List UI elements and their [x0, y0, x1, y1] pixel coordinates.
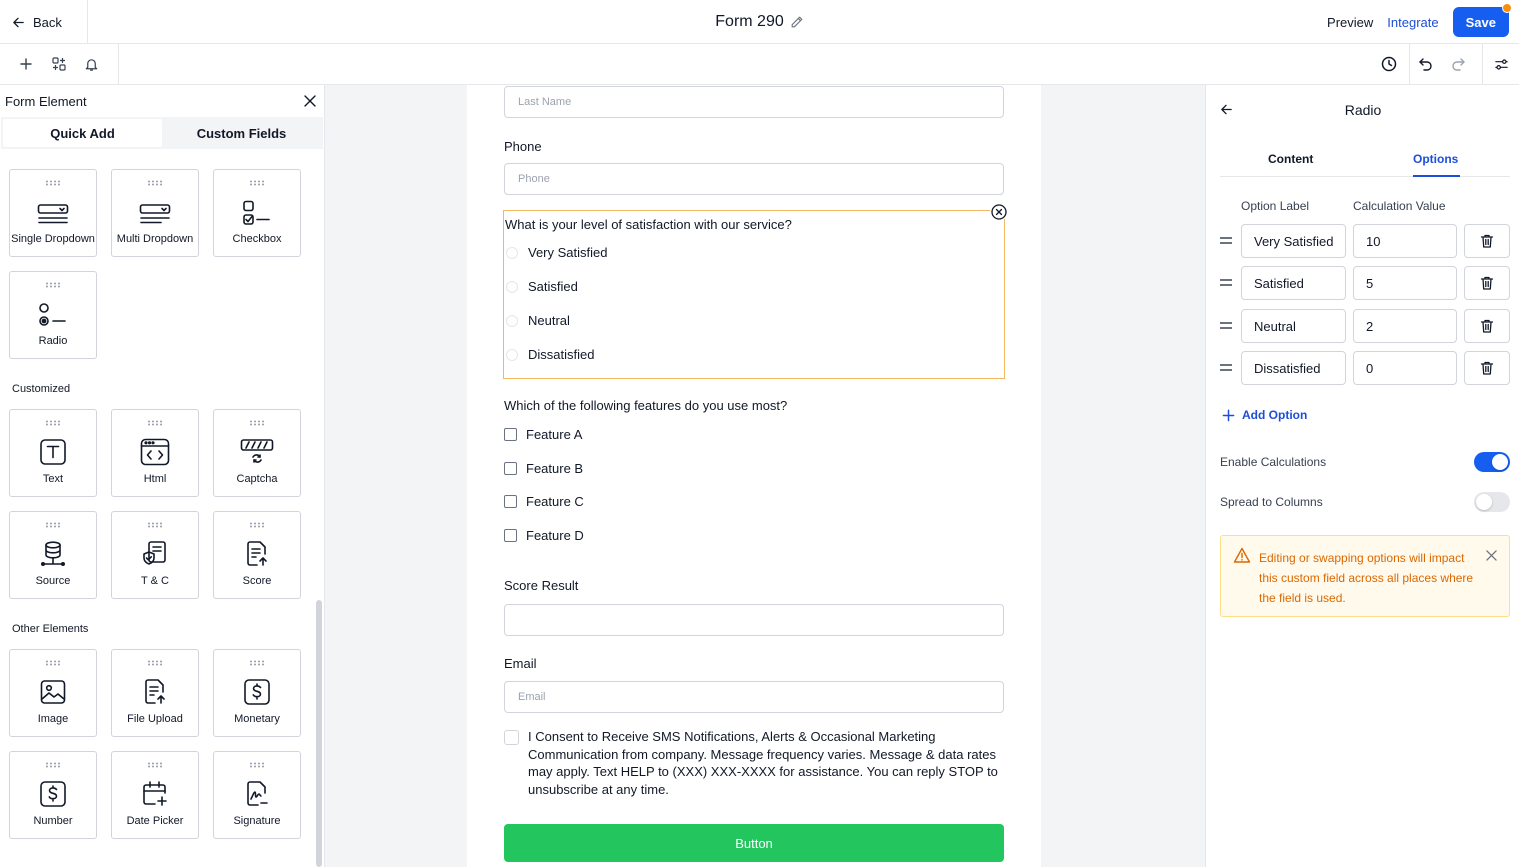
- settings-title: Radio: [1344, 102, 1382, 118]
- redo-icon: [1450, 56, 1466, 72]
- element-list: [0, 161, 312, 867]
- notifications-button[interactable]: [75, 44, 108, 84]
- drag-dots-icon: [147, 180, 163, 186]
- dollar-icon: [243, 678, 271, 706]
- editor-toolbar: [0, 44, 1519, 85]
- element-tile-checkbox[interactable]: [213, 169, 301, 257]
- multi-dropdown-icon: [139, 202, 171, 226]
- element-tile-text[interactable]: [9, 409, 97, 497]
- tile-label: Captcha: [236, 473, 278, 485]
- section-customized: Customized: [12, 383, 71, 395]
- add-option-label: Add Option: [1242, 408, 1308, 422]
- bell-icon: [84, 57, 99, 72]
- element-tile-monetary[interactable]: [213, 649, 301, 737]
- checkbox-option-label: Feature C: [526, 494, 584, 509]
- spread-columns-row: [1220, 492, 1510, 512]
- layers-icon: [51, 56, 67, 72]
- element-tile-single-dropdown[interactable]: [9, 169, 97, 257]
- tile-label: Source: [35, 575, 71, 587]
- radio-option[interactable]: [506, 347, 594, 362]
- panel-tabs: [1, 117, 323, 149]
- element-tile-html[interactable]: [111, 409, 199, 497]
- dismiss-warning-button[interactable]: [1486, 550, 1497, 561]
- form-page: [467, 85, 1041, 867]
- radio-circle[interactable]: [506, 281, 518, 293]
- selected-radio-field[interactable]: [503, 210, 1005, 379]
- option-row: [1220, 224, 1510, 258]
- drag-dots-icon: [147, 762, 163, 768]
- calculation-value-input[interactable]: [1353, 266, 1457, 300]
- drag-dots-icon: [45, 282, 61, 288]
- tab-options[interactable]: Options: [1413, 152, 1459, 166]
- warning-text: Editing or swapping options will impact this custom field across all places where the field is used.: [1259, 551, 1474, 605]
- tile-label: Date Picker: [126, 815, 184, 827]
- tile-label: Score: [242, 575, 272, 587]
- drag-dots-icon: [45, 522, 61, 528]
- score-document-icon: [244, 540, 270, 568]
- settings-sliders-button[interactable]: [1483, 44, 1519, 84]
- checkbox-box[interactable]: [504, 529, 517, 542]
- spread-columns-label: Spread to Columns: [1220, 495, 1323, 509]
- close-circle-icon: [990, 203, 1008, 221]
- redo-button[interactable]: [1442, 44, 1474, 84]
- drag-dots-icon: [147, 660, 163, 666]
- tile-label: Signature: [233, 815, 281, 827]
- radio-circle[interactable]: [506, 247, 518, 259]
- drag-dots-icon: [45, 660, 61, 666]
- element-tile-terms-conditions[interactable]: [111, 511, 199, 599]
- drag-dots-icon: [249, 180, 265, 186]
- plus-icon: [1222, 409, 1235, 422]
- trash-icon: [1479, 275, 1495, 291]
- consent-checkbox[interactable]: [504, 730, 519, 745]
- element-tile-file-upload[interactable]: [111, 649, 199, 737]
- calculation-value-input[interactable]: [1353, 351, 1457, 385]
- panel-scrollbar[interactable]: [316, 600, 322, 867]
- checkbox-option-label: Feature B: [526, 461, 584, 476]
- drag-dots-icon: [45, 762, 61, 768]
- remove-field-button[interactable]: [990, 203, 1008, 221]
- trash-icon: [1479, 360, 1495, 376]
- panel-header: [0, 85, 324, 117]
- top-bar: [0, 0, 1519, 44]
- tab-content[interactable]: Content: [1268, 152, 1314, 166]
- checkbox-option-label: Feature A: [526, 427, 583, 442]
- history-button[interactable]: [1369, 44, 1409, 84]
- save-button[interactable]: [1453, 7, 1509, 37]
- arrow-left-icon: [12, 16, 25, 29]
- option-label-input[interactable]: [1241, 266, 1346, 300]
- tile-label: Monetary: [234, 713, 280, 725]
- tile-label: Text: [42, 473, 64, 485]
- toolbar-right-group: [1369, 44, 1519, 84]
- drag-dots-icon: [249, 660, 265, 666]
- element-tile-radio[interactable]: [9, 271, 97, 359]
- sms-consent: [504, 728, 1004, 798]
- arrow-left-icon: [1220, 103, 1233, 116]
- form-element-panel: [0, 85, 325, 867]
- checkbox-icon: [242, 200, 272, 226]
- file-upload-icon: [142, 678, 168, 706]
- tile-label: Image: [37, 713, 69, 725]
- radio-icon: [38, 302, 68, 328]
- element-tile-date-picker[interactable]: [111, 751, 199, 839]
- clock-history-icon: [1380, 55, 1398, 73]
- layers-button[interactable]: [43, 44, 76, 84]
- score-result-label: Score Result: [504, 578, 579, 593]
- element-tile-source[interactable]: [9, 511, 97, 599]
- checkbox-option[interactable]: [504, 528, 584, 543]
- warning-triangle-icon: [1233, 547, 1251, 564]
- drag-dots-icon: [45, 420, 61, 426]
- element-tile-multi-dropdown[interactable]: [111, 169, 199, 257]
- radio-option-label: Dissatisfied: [528, 347, 595, 362]
- delete-option-button[interactable]: [1464, 224, 1510, 258]
- radio-circle[interactable]: [506, 315, 518, 327]
- phone-input[interactable]: [504, 163, 1004, 195]
- form-title: Form 290: [715, 13, 784, 30]
- score-result-input[interactable]: [504, 604, 1004, 636]
- spread-columns-toggle[interactable]: [1474, 492, 1510, 512]
- calculation-value-input[interactable]: [1353, 224, 1457, 258]
- option-row: [1220, 309, 1510, 343]
- option-row: [1220, 351, 1510, 385]
- captcha-icon: [240, 438, 274, 466]
- trash-icon: [1479, 318, 1495, 334]
- option-row: [1220, 266, 1510, 300]
- plus-icon: [19, 57, 33, 71]
- radio-option[interactable]: [506, 313, 570, 328]
- settings-header: [1206, 85, 1519, 135]
- back-label: Back: [33, 14, 62, 30]
- checkbox-option[interactable]: [504, 427, 582, 442]
- integrate-link[interactable]: Integrate: [1387, 14, 1439, 30]
- drag-handle-icon[interactable]: [1220, 235, 1232, 245]
- toggle-knob: [1476, 494, 1492, 510]
- tile-label: File Upload: [127, 713, 183, 725]
- delete-option-button[interactable]: [1464, 309, 1510, 343]
- checkbox-box[interactable]: [504, 462, 517, 475]
- tile-label: T & C: [141, 575, 169, 587]
- text-icon: [39, 438, 67, 466]
- section-other-elements: Other Elements: [12, 623, 89, 635]
- tile-label: Multi Dropdown: [116, 233, 194, 245]
- other-elements-grid: [0, 641, 312, 839]
- calculation-value-input[interactable]: [1353, 309, 1457, 343]
- drag-handle-icon[interactable]: [1220, 362, 1232, 372]
- checkbox-option[interactable]: [504, 461, 583, 476]
- tile-label: Checkbox: [232, 233, 282, 245]
- radio-option-label: Very Satisfied: [528, 245, 608, 260]
- tab-quick-add[interactable]: Quick Add: [3, 119, 162, 147]
- drag-dots-icon: [249, 420, 265, 426]
- checkbox-box[interactable]: [504, 495, 517, 508]
- enable-calculations-row: [1220, 452, 1510, 472]
- option-label-input[interactable]: [1241, 309, 1346, 343]
- settings-tabs: [1220, 145, 1510, 177]
- close-icon: [1486, 550, 1497, 561]
- radio-circle[interactable]: [506, 349, 518, 361]
- number-dollar-icon: [39, 780, 67, 808]
- unsaved-indicator-dot: [1502, 3, 1512, 13]
- image-icon: [39, 678, 67, 706]
- tab-custom-fields[interactable]: Custom Fields: [196, 125, 287, 141]
- consent-text: I Consent to Receive SMS Notifications, Alerts & Occasional Marketing Communication from company. Message frequency varies. Message & data rates may apply. Text HELP to (XXX) XXX-XXXX for assistance. You can reply STOP to unsubscribe at any time.: [528, 729, 998, 797]
- drag-dots-icon: [45, 180, 61, 186]
- panel-title: Form Element: [5, 93, 87, 109]
- drag-handle-icon[interactable]: [1220, 320, 1232, 330]
- preview-link[interactable]: Preview: [1327, 14, 1374, 30]
- tile-label: Number: [33, 815, 73, 827]
- undo-icon: [1418, 56, 1434, 72]
- checkbox-box[interactable]: [504, 428, 517, 441]
- signature-icon: [244, 780, 270, 808]
- checkbox-option[interactable]: [504, 494, 584, 509]
- save-label: Save: [1465, 14, 1496, 30]
- sliders-icon: [1494, 57, 1509, 72]
- form-title-wrap: [0, 0, 1519, 44]
- single-dropdown-icon: [37, 202, 69, 226]
- radio-option[interactable]: [506, 245, 608, 260]
- toggle-knob: [1492, 454, 1508, 470]
- trash-icon: [1479, 233, 1495, 249]
- settings-back-button[interactable]: [1220, 103, 1233, 116]
- drag-handle-icon[interactable]: [1220, 277, 1232, 287]
- top-actions: [1327, 0, 1509, 44]
- terms-shield-icon: [141, 540, 169, 568]
- radio-option-label: Satisfied: [528, 279, 578, 294]
- element-tile-number[interactable]: [9, 751, 97, 839]
- top-elements-grid: [0, 161, 312, 359]
- element-tile-score[interactable]: [213, 511, 301, 599]
- active-tab-indicator: [1413, 175, 1460, 177]
- tile-label: Single Dropdown: [11, 233, 95, 245]
- undo-button[interactable]: [1410, 44, 1442, 84]
- column-header-option-label: Option Label: [1241, 199, 1310, 213]
- drag-dots-icon: [147, 420, 163, 426]
- close-icon: [304, 95, 316, 107]
- last-name-input[interactable]: [504, 86, 1004, 118]
- element-tile-image[interactable]: [9, 649, 97, 737]
- calendar-icon: [141, 780, 169, 808]
- form-canvas: [325, 85, 1205, 867]
- option-label-input[interactable]: [1241, 351, 1346, 385]
- tile-label: Radio: [38, 335, 68, 347]
- database-source-icon: [39, 540, 67, 568]
- add-option-button[interactable]: [1222, 408, 1307, 422]
- enable-calculations-toggle[interactable]: [1474, 452, 1510, 472]
- phone-label: Phone: [504, 139, 542, 154]
- drag-dots-icon: [249, 762, 265, 768]
- checkbox-option-label: Feature D: [526, 528, 584, 543]
- submit-button[interactable]: Button: [504, 824, 1004, 862]
- close-panel-button[interactable]: [304, 95, 316, 107]
- add-element-button[interactable]: [10, 44, 43, 84]
- drag-dots-icon: [147, 522, 163, 528]
- enable-calculations-label: Enable Calculations: [1220, 455, 1327, 469]
- checkbox-question: Which of the following features do you use most?: [504, 398, 788, 413]
- radio-question: What is your level of satisfaction with our service?: [505, 217, 792, 232]
- element-tile-captcha[interactable]: [213, 409, 301, 497]
- delete-option-button[interactable]: [1464, 266, 1510, 300]
- email-label: Email: [504, 656, 537, 671]
- html-code-icon: [140, 438, 170, 466]
- column-header-calculation-value: Calculation Value: [1353, 199, 1446, 213]
- element-tile-signature[interactable]: [213, 751, 301, 839]
- back-button[interactable]: [0, 0, 88, 44]
- toolbar-left-group: [0, 44, 119, 84]
- email-input[interactable]: [504, 681, 1004, 713]
- customized-grid: [0, 401, 312, 599]
- field-settings-panel: [1205, 85, 1519, 867]
- warning-alert: [1220, 535, 1510, 617]
- pencil-icon[interactable]: [790, 15, 804, 29]
- radio-option-label: Neutral: [528, 313, 570, 328]
- delete-option-button[interactable]: [1464, 351, 1510, 385]
- option-label-input[interactable]: [1241, 224, 1346, 258]
- drag-dots-icon: [249, 522, 265, 528]
- tile-label: Html: [143, 473, 167, 485]
- radio-option[interactable]: [506, 279, 578, 294]
